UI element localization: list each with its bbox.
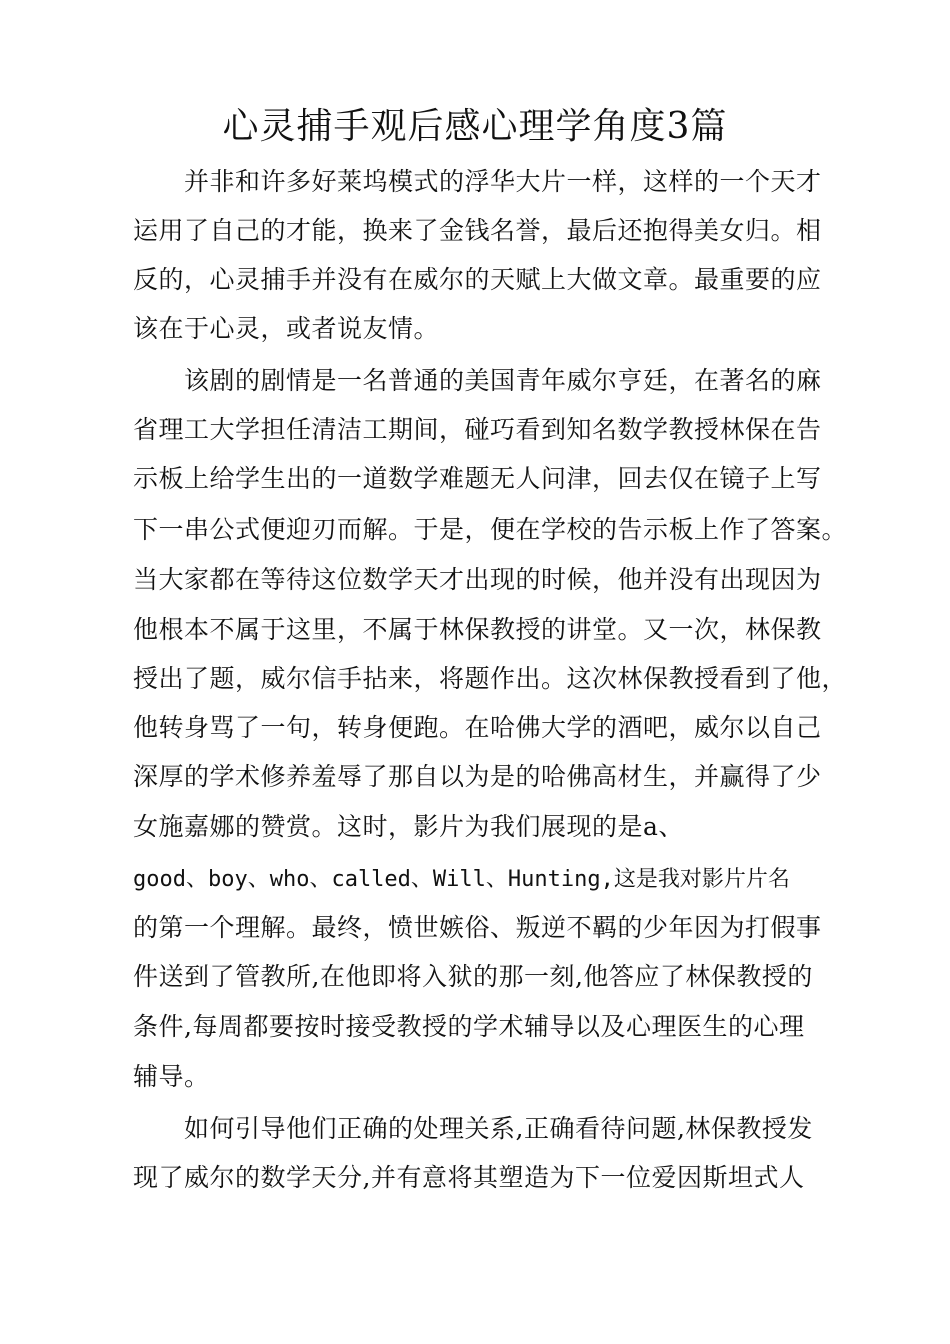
paragraph-line: 示板上给学生出的一道数学难题无人问津，回去仅在镜子上写 (133, 464, 822, 493)
paragraph-line: 他转身骂了一句，转身便跑。在哈佛大学的酒吧，威尔以自己 (133, 713, 822, 742)
paragraph-line: 下一串公式便迎刃而解。于是，便在学校的告示板上作了答案。 (133, 515, 848, 544)
paragraph-line: 他根本不属于这里，不属于林保教授的讲堂。又一次，林保教 (133, 615, 822, 644)
paragraph-line: 该剧的剧情是一名普通的美国青年威尔亨廷，在著名的麻 (184, 366, 822, 395)
paragraph-line: 的第一个理解。最终，愤世嫉俗、叛逆不羁的少年因为打假事 (133, 913, 822, 942)
paragraph-line: 反的，心灵捕手并没有在威尔的天赋上大做文章。最重要的应 (133, 265, 822, 294)
paragraph-line: 女施嘉娜的赞赏。这时，影片为我们展现的是a、 (133, 812, 684, 841)
paragraph-line: 授出了题，威尔信手拈来，将题作出。这次林保教授看到了他， (133, 664, 848, 693)
paragraph-line: 如何引导他们正确的处理关系,正确看待问题,林保教授发 (184, 1114, 813, 1143)
paragraph-line: 运用了自己的才能，换来了金钱名誉，最后还抱得美女归。相 (133, 216, 822, 245)
paragraph-line: 现了威尔的数学天分,并有意将其塑造为下一位爱因斯坦式人 (133, 1163, 805, 1192)
document-title: 心灵捕手观后感心理学角度3篇 (222, 106, 728, 147)
paragraph-line: 省理工大学担任清洁工期间，碰巧看到知名数学教授林保在告 (133, 415, 822, 444)
paragraph-line: good、boy、who、called、Will、Hunting,这是我对影片片名 (133, 867, 790, 892)
paragraph-line: 件送到了管教所,在他即将入狱的那一刻,他答应了林保教授的 (133, 962, 813, 991)
paragraph-line: 辅导。 (133, 1062, 210, 1091)
paragraph-line: 当大家都在等待这位数学天才出现的时候，他并没有出现因为 (133, 565, 822, 594)
paragraph-line: 该在于心灵，或者说友情。 (133, 314, 440, 343)
paragraph-line: 深厚的学术修养羞辱了那自以为是的哈佛高材生，并赢得了少 (133, 762, 822, 791)
paragraph-line: 并非和许多好莱坞模式的浮华大片一样，这样的一个天才 (184, 167, 822, 196)
paragraph-line: 条件,每周都要按时接受教授的学术辅导以及心理医生的心理 (133, 1012, 805, 1041)
